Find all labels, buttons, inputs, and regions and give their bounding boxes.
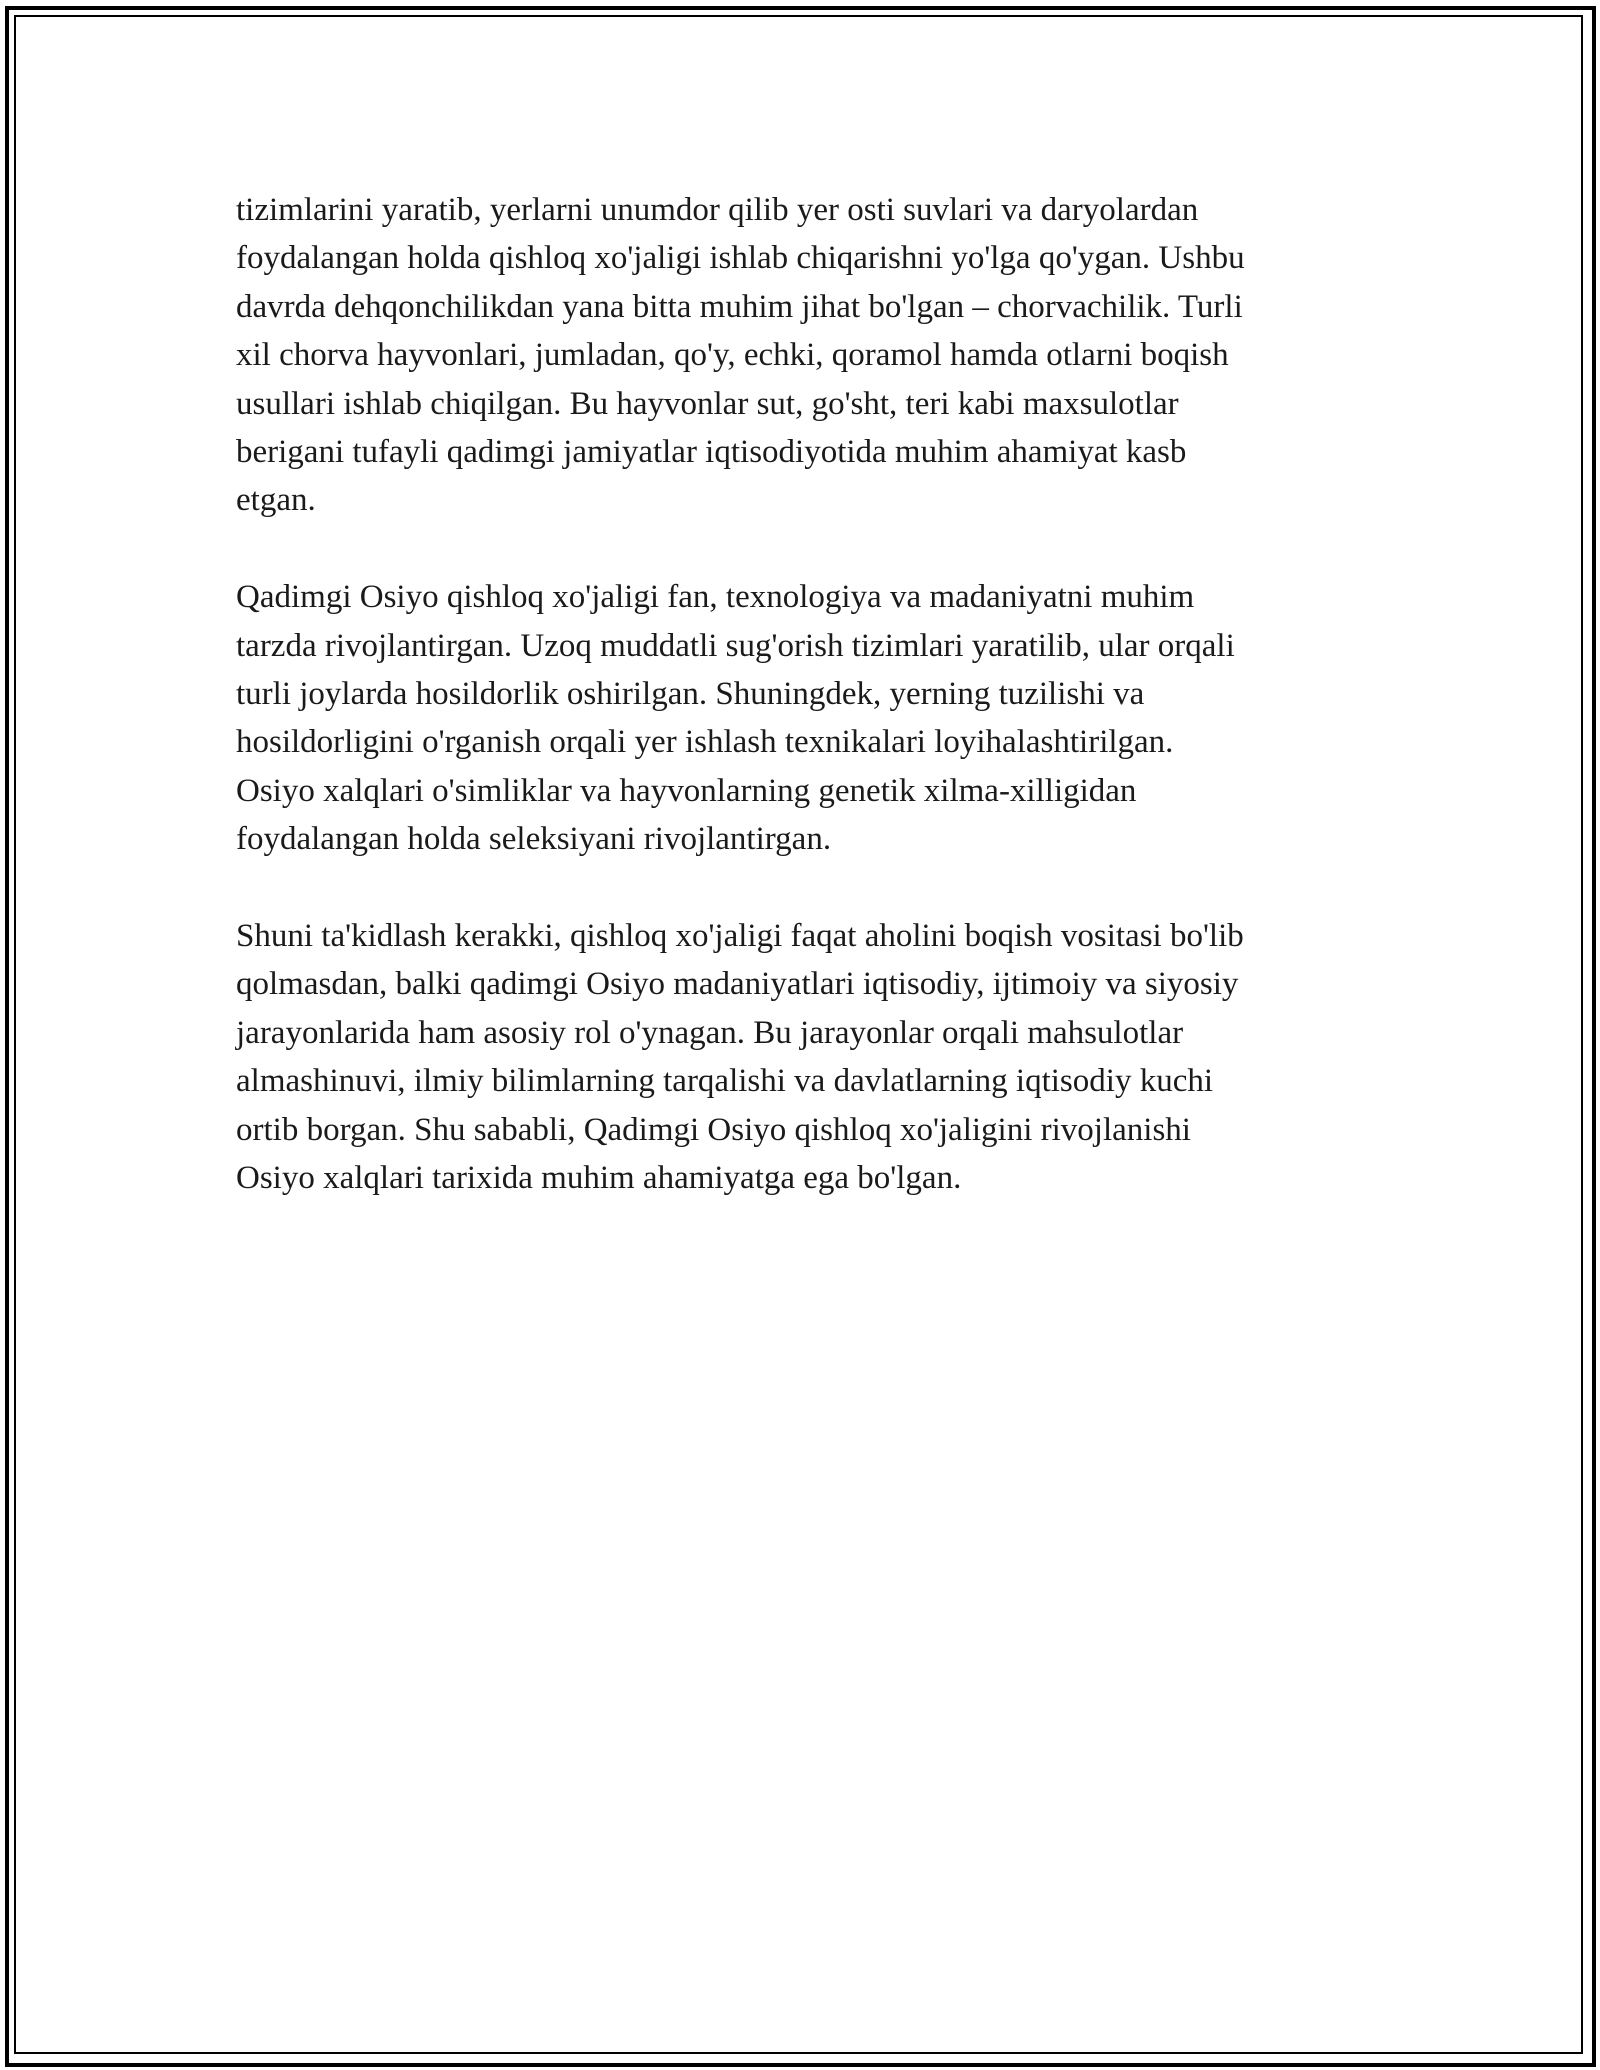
- text-line: ortib borgan. Shu sababli, Qadimgi Osiyo qishloq xo'jaligini rivojlanishi: [236, 1111, 1191, 1148]
- paragraph-2: [236, 573, 1366, 863]
- text-line: turli joylarda hosildorlik oshirilgan. Shuningdek, yerning tuzilishi va: [236, 676, 1145, 713]
- text-line: hosildorligini o'rganish orqali yer ishlash texnikalari loyihalashtirilgan.: [236, 724, 1174, 761]
- text-line: davrda dehqonchilikdan yana bitta muhim jihat bo'lgan – chorvachilik. Turli: [236, 288, 1243, 325]
- text-line: xil chorva hayvonlari, jumladan, qo'y, echki, qoramol hamda otlarni boqish: [236, 337, 1229, 374]
- text-line: tarzda rivojlantirgan. Uzoq muddatli sug'orish tizimlari yaratilib, ular orqali: [236, 627, 1235, 664]
- text-line: Qadimgi Osiyo qishloq xo'jaligi fan, texnologiya va madaniyatni muhim: [236, 579, 1195, 616]
- text-line: Osiyo xalqlari tarixida muhim ahamiyatga ega bo'lgan.: [236, 1160, 962, 1197]
- paragraph-1: [236, 186, 1366, 525]
- text-line: Shuni ta'kidlash kerakki, qishloq xo'jaligi faqat aholini boqish vositasi bo'lib: [236, 918, 1244, 955]
- text-line: almashinuvi, ilmiy bilimlarning tarqalishi va davlatlarning iqtisodiy kuchi: [236, 1063, 1214, 1100]
- text-line: foydalangan holda seleksiyani rivojlantirgan.: [236, 821, 832, 858]
- text-line: berigani tufayli qadimgi jamiyatlar iqtisodiyotida muhim ahamiyat kasb: [236, 434, 1187, 471]
- text-line: etgan.: [236, 482, 316, 519]
- text-line: usullari ishlab chiqilgan. Bu hayvonlar sut, go'sht, teri kabi maxsulotlar: [236, 385, 1179, 422]
- text-line: foydalangan holda qishloq xo'jaligi ishlab chiqarishni yo'lga qo'ygan. Ushbu: [236, 240, 1245, 277]
- document-body: [236, 186, 1366, 1251]
- text-line: Osiyo xalqlari o'simliklar va hayvonlarning genetik xilma-xilligidan: [236, 772, 1137, 809]
- paragraph-3: [236, 912, 1366, 1202]
- text-line: jarayonlarida ham asosiy rol o'ynagan. Bu jarayonlar orqali mahsulotlar: [236, 1014, 1184, 1051]
- text-line: qolmasdan, balki qadimgi Osiyo madaniyatlari iqtisodiy, ijtimoiy va siyosiy: [236, 966, 1239, 1003]
- text-line: tizimlarini yaratib, yerlarni unumdor qilib yer osti suvlari va daryolardan: [236, 192, 1199, 228]
